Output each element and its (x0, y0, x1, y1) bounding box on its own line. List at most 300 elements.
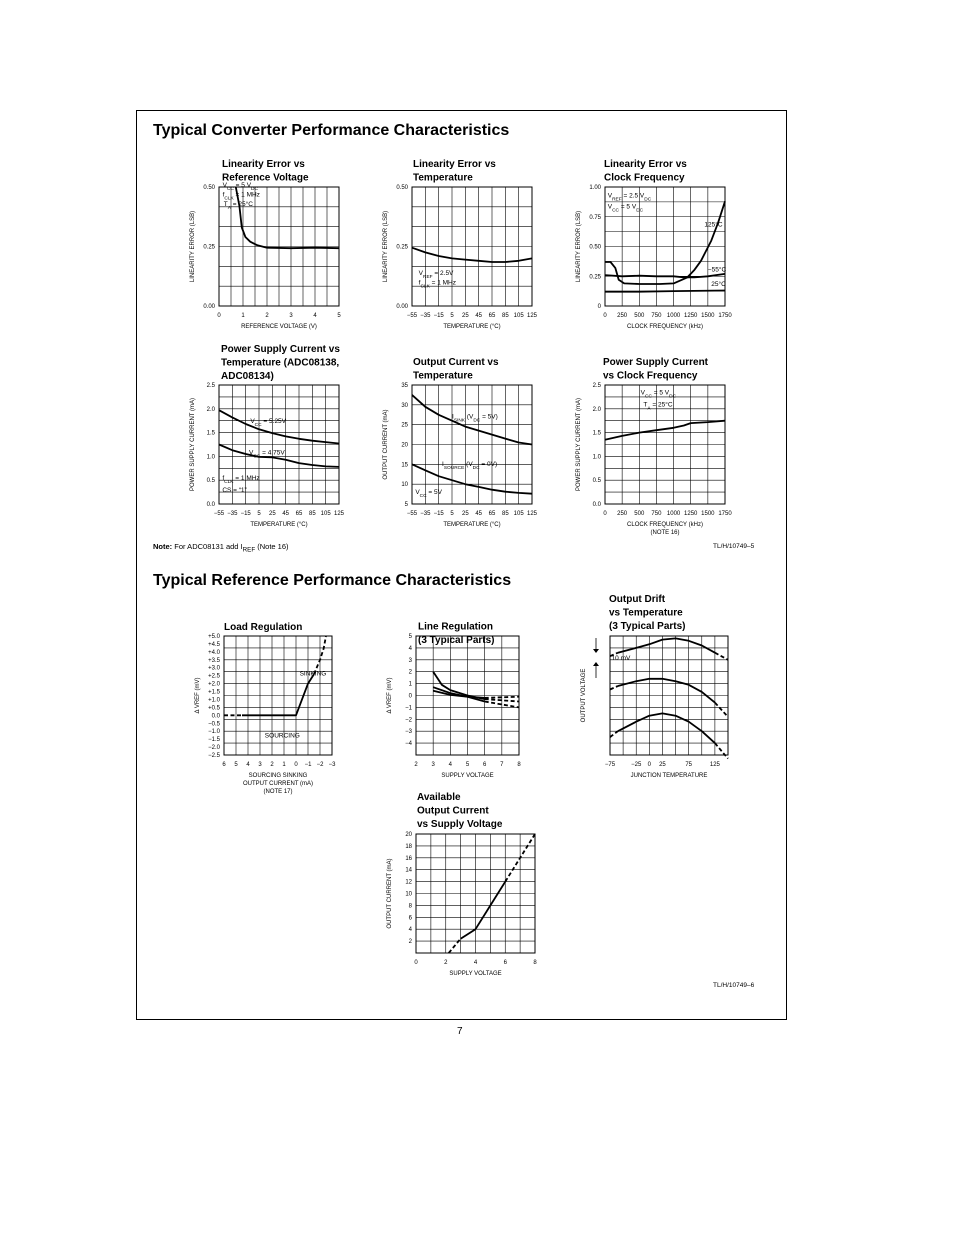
x-tick-label: 25 (659, 762, 666, 768)
annotation-run: CC (419, 493, 427, 499)
annotation-run: V (415, 489, 420, 497)
x-tick-label: 2 (270, 762, 274, 768)
x-tick-label: −3 (328, 762, 336, 768)
y-tick-label: 0.5 (206, 478, 215, 485)
y-tick-label: 25 (401, 422, 408, 429)
annotation-run: DC (636, 207, 644, 213)
annotation-label (711, 280, 726, 288)
x-tick-label: 2 (414, 762, 418, 768)
x-tick-label: 25 (268, 511, 276, 517)
chart-lin_vref (190, 159, 341, 330)
y-tick-label: 0.25 (396, 244, 408, 251)
x-tick-label: 5 (450, 511, 454, 517)
x-tick-label: 125 (333, 511, 345, 517)
annotation-run: REF (612, 197, 622, 203)
x-tick-label: 6 (222, 762, 226, 768)
y-axis-label: Δ VREF (mV) (195, 677, 201, 714)
annotation-run: = 1 MHz (429, 279, 457, 287)
figure-id-converter: TL/H/10749–5 (713, 543, 755, 550)
x-axis-label: SUPPLY VOLTAGE (449, 971, 502, 977)
x-tick-label: 1500 (701, 313, 715, 319)
annotation-label (419, 280, 456, 290)
x-tick-label: −15 (433, 313, 444, 319)
annotation-label (608, 193, 652, 203)
x-tick-label: 1500 (701, 511, 715, 517)
annotation-run: DC (251, 186, 258, 192)
chart-lin_temp (383, 159, 538, 330)
annotation-run: CC (253, 453, 261, 459)
annotation-run: REF (423, 274, 433, 280)
x-tick-label: 5 (234, 762, 238, 768)
annotation-run: f (222, 191, 225, 199)
note-subscript: REF (242, 546, 256, 554)
x-tick-label: 45 (475, 313, 483, 319)
y-tick-label: +5.0 (208, 634, 220, 640)
y-tick-label: +3.5 (208, 657, 220, 664)
y-tick-label: 4 (408, 645, 412, 652)
series-line-1 (605, 274, 725, 278)
x-axis-label: JUNCTION TEMPERATURE (630, 773, 708, 779)
chart-title-line: Linearity Error vs (222, 159, 305, 170)
x-tick-label: 0 (414, 960, 418, 966)
annotation-label (708, 265, 727, 273)
x-tick-label: 85 (308, 511, 316, 517)
annotation-run: CLK (420, 284, 430, 290)
y-tick-label: 5 (404, 502, 408, 508)
y-tick-label: 18 (405, 843, 412, 850)
y-tick-label: 30 (401, 402, 408, 409)
annotation-run: DC (669, 394, 677, 400)
x-axis-label: TEMPERATURE (°C) (443, 522, 501, 528)
x-tick-label: 3 (258, 762, 262, 768)
figure-id-reference: TL/H/10749–6 (713, 982, 755, 989)
series-line-0 (412, 248, 532, 262)
series-line-1 (618, 638, 715, 652)
x-tick-label: −35 (420, 511, 431, 517)
x-tick-label: 1 (282, 762, 286, 768)
annotation-label (643, 400, 672, 411)
chart-title-line: Power Supply Current vs (221, 344, 340, 355)
x-tick-label: 0 (603, 511, 607, 517)
annotation-label (442, 461, 497, 471)
x-tick-label: 6 (503, 960, 507, 966)
y-tick-label: +4.0 (208, 649, 220, 656)
annotation-run: 125°C (704, 221, 723, 229)
x-tick-label: 45 (475, 511, 483, 517)
x-tick-label: 5 (465, 762, 470, 768)
chart-title-line: Line Regulation (418, 621, 493, 633)
x-axis-label: SUPPLY VOLTAGE (441, 773, 494, 779)
y-tick-label: 1.0 (592, 454, 601, 461)
y-tick-label: 15 (401, 462, 408, 469)
x-tick-label: −25 (631, 762, 642, 768)
x-tick-label: 5 (337, 313, 341, 319)
y-tick-label: 0.0 (211, 713, 220, 720)
y-tick-label: 0.50 (203, 185, 215, 191)
y-tick-label: 0.50 (589, 244, 601, 251)
annotation-run: V (607, 192, 613, 200)
annotation-label (641, 390, 677, 400)
x-tick-label: 125 (709, 762, 720, 768)
series-line-7 (618, 713, 715, 743)
chart-title-line: Reference Voltage (222, 172, 309, 184)
y-tick-label: −0.5 (208, 721, 220, 728)
series-line-0 (605, 421, 725, 440)
annotation-label (224, 200, 253, 211)
chart-line_reg (387, 622, 521, 780)
x-axis-label: (NOTE 17) (263, 789, 293, 795)
y-tick-label: 4 (408, 927, 412, 934)
x-tick-label: −1 (304, 762, 312, 768)
x-tick-label: 2 (265, 313, 269, 319)
annotation-run: = 5 V (233, 182, 252, 189)
y-tick-label: 0.0 (592, 502, 601, 508)
annotation-run: SOURCE (443, 465, 465, 471)
annotation-label (265, 733, 300, 740)
x-tick-label: 1750 (718, 313, 732, 319)
annotation-run: DC (472, 465, 480, 471)
x-tick-label: 85 (501, 313, 509, 319)
y-axis-label: LINEARITY ERROR (LSB) (190, 210, 196, 283)
x-tick-label: 1000 (666, 511, 681, 517)
y-tick-label: 10 (405, 891, 412, 898)
annotation-run: A (227, 205, 231, 211)
annotation-run: V (640, 389, 646, 397)
y-axis-label: LINEARITY ERROR (LSB) (383, 210, 389, 283)
annotation-run: 10 mV (611, 654, 631, 662)
series-line-0 (219, 410, 339, 443)
reference-section-title: Typical Reference Performance Characteristics (153, 572, 512, 589)
annotation-run: V (222, 182, 227, 189)
annotation-run: SINKING (299, 670, 327, 678)
x-tick-label: 2 (444, 960, 448, 966)
chart-title-line: Available (417, 792, 461, 803)
chart-title-line: ADC08134) (221, 371, 274, 382)
x-tick-label: −55 (406, 313, 418, 319)
chart-title-line: Output Current (417, 805, 489, 817)
x-tick-label: 105 (513, 313, 524, 319)
y-tick-label: −2.5 (208, 753, 220, 759)
annotation-run: f (418, 279, 421, 287)
annotation-run: V (418, 270, 424, 278)
y-tick-label: 20 (401, 442, 408, 449)
x-tick-label: 4 (313, 313, 317, 319)
x-tick-label: 4 (246, 762, 250, 768)
chart-title-line: Temperature (413, 172, 473, 184)
x-tick-label: 125 (526, 313, 538, 319)
series-line-3 (610, 686, 618, 690)
annotation-run: = 2.5 V (621, 192, 645, 200)
y-tick-label: 0.00 (396, 304, 408, 310)
x-tick-label: −35 (227, 511, 238, 517)
annotation-run: A (647, 405, 651, 411)
annotation-run: DC (473, 418, 481, 424)
series-line-1 (242, 674, 314, 715)
y-tick-label: 10 (401, 482, 408, 489)
x-axis-label: TEMPERATURE (°C) (250, 522, 308, 528)
annotation-run: f (222, 475, 225, 483)
x-tick-label: 4 (448, 762, 453, 768)
page-number: 7 (457, 1026, 463, 1037)
x-tick-label: −35 (420, 313, 431, 319)
y-tick-label: −1.5 (208, 737, 220, 744)
y-tick-label: 0.0 (206, 502, 215, 508)
y-tick-label: 1.00 (589, 185, 601, 191)
chart-title-line: Linearity Error vs (604, 159, 687, 170)
x-tick-label: 1250 (684, 511, 698, 517)
x-axis-label: (NOTE 16) (650, 530, 680, 536)
y-tick-label: 0.5 (592, 478, 601, 485)
annotation-run: = 5.25V (261, 418, 287, 426)
y-axis-label: OUTPUT CURRENT (mA) (383, 409, 389, 480)
annotation-label (222, 475, 259, 485)
x-tick-label: 1 (241, 313, 245, 319)
y-tick-label: 5 (408, 634, 412, 640)
chart-title-line: Temperature (413, 370, 473, 382)
x-axis-label: REFERENCE VOLTAGE (V) (241, 324, 317, 330)
series-line-2 (715, 653, 728, 660)
series-line-6 (610, 731, 618, 737)
annotation-run: T (223, 201, 228, 209)
chart-drift_temp (581, 594, 728, 779)
y-tick-label: +1.5 (208, 689, 220, 696)
chart-title-line: (3 Typical Parts) (609, 621, 686, 632)
annotation-run: = 5V (426, 489, 442, 497)
x-axis-label: CLOCK FREQUENCY (kHz) (627, 522, 703, 528)
x-tick-label: 75 (685, 762, 693, 768)
x-tick-label: 125 (526, 511, 538, 517)
chart-title-line: Temperature (ADC08138, (221, 357, 340, 369)
annotation-run: CLK (224, 196, 234, 202)
x-tick-label: 65 (488, 313, 496, 319)
y-tick-label: −2.0 (208, 745, 220, 752)
y-tick-label: −2 (405, 717, 412, 724)
annotation-run: V (607, 203, 613, 211)
drift-scale-marker (593, 638, 599, 678)
y-tick-label: 2.0 (206, 406, 215, 413)
note-tail: (Note 16) (255, 542, 289, 551)
annotation-label (704, 220, 722, 228)
x-tick-label: 3 (289, 313, 293, 319)
chart-title-line: vs Temperature (609, 607, 683, 619)
annotation-run: = 4.75V (260, 449, 285, 457)
annotation-run: (V (465, 413, 474, 421)
chart-title-line: Linearity Error vs (413, 159, 496, 170)
annotation-run: 25°C (711, 280, 726, 288)
y-axis-label: OUTPUT CURRENT (mA) (387, 858, 393, 929)
chart-title-line: (3 Typical Parts) (418, 635, 495, 646)
annotation-run: = 25°C (650, 401, 673, 409)
x-tick-label: 1000 (666, 313, 681, 319)
chart-title-line: Output Current vs (413, 357, 499, 368)
annotation-run: CC (226, 186, 234, 192)
y-axis-label: POWER SUPPLY CURRENT (mA) (190, 397, 196, 492)
x-tick-label: 6 (482, 762, 487, 768)
y-tick-label: +1.0 (208, 697, 220, 704)
y-axis-label: Δ VREF (mV) (387, 677, 393, 714)
y-tick-label: +3.0 (208, 665, 220, 672)
annotation-run: CC (612, 207, 620, 213)
x-tick-label: −2 (316, 762, 324, 768)
annotation-run: CS = “1” (222, 487, 247, 495)
y-tick-label: 0 (597, 304, 601, 310)
x-axis-label: SOURCING SINKING (248, 773, 308, 779)
y-tick-label: 1.5 (592, 430, 601, 437)
y-tick-label: 20 (405, 832, 412, 838)
x-axis-label: OUTPUT CURRENT (mA) (242, 781, 314, 787)
x-tick-label: 0 (294, 762, 298, 768)
x-tick-label: 7 (500, 762, 504, 768)
note-text: For ADC08131 add I (174, 542, 243, 551)
chart-title-line: Load Regulation (224, 622, 303, 633)
arrow-head-down (593, 649, 599, 653)
x-tick-label: 8 (533, 960, 537, 966)
x-tick-label: 65 (488, 511, 496, 517)
x-tick-label: 750 (651, 511, 662, 517)
y-tick-label: 0.50 (396, 185, 408, 191)
series-line-2 (605, 291, 725, 292)
x-tick-label: 45 (282, 511, 290, 517)
annotation-run: I (452, 413, 454, 421)
annotation-label (223, 192, 260, 202)
x-tick-label: 105 (513, 511, 524, 517)
annotation-run: = 0V) (479, 460, 498, 468)
y-tick-label: −3 (405, 729, 412, 736)
annotation-run: V (250, 418, 255, 426)
chart-title-line: Power Supply Current (603, 357, 709, 368)
x-tick-label: 5 (450, 313, 454, 319)
x-tick-label: 500 (634, 313, 645, 319)
chart-title-line: Clock Frequency (604, 172, 685, 184)
y-tick-label: 0.00 (203, 304, 215, 310)
y-tick-label: +4.5 (208, 641, 220, 648)
y-tick-label: 14 (405, 867, 412, 874)
y-tick-label: 1.5 (206, 430, 215, 437)
x-tick-label: 500 (634, 511, 645, 517)
x-tick-label: 0 (603, 313, 607, 319)
chart-lin_clk (576, 159, 732, 330)
x-tick-label: −15 (240, 511, 251, 517)
x-tick-label: 750 (651, 313, 662, 319)
arrow-head-up (593, 662, 599, 666)
x-tick-label: 85 (501, 511, 509, 517)
annotation-run: = 2.5V (432, 270, 454, 278)
annotation-label (452, 414, 498, 424)
annotation-run: I (442, 460, 444, 468)
y-tick-label: −4 (405, 741, 412, 748)
annotation-label (419, 270, 454, 280)
x-tick-label: 65 (295, 511, 303, 517)
y-tick-label: 3 (408, 657, 412, 664)
y-tick-label: 12 (405, 879, 412, 886)
chart-out_temp (383, 357, 538, 528)
y-tick-label: +2.5 (208, 673, 220, 680)
x-tick-label: 25 (461, 313, 469, 319)
y-tick-label: 1.0 (206, 454, 215, 461)
annotation-run: T (643, 401, 648, 409)
annotation-run: = 5 V (619, 203, 637, 211)
y-tick-label: −1 (405, 705, 412, 712)
y-tick-label: 0.25 (589, 274, 601, 281)
annotation-run: = 1 MHz (233, 475, 260, 483)
y-tick-label: +2.0 (208, 681, 220, 688)
annotation-label (612, 655, 631, 662)
y-tick-label: 2.5 (206, 383, 215, 389)
y-tick-label: −1.0 (208, 729, 220, 736)
x-tick-label: 8 (517, 762, 521, 768)
series-line-5 (715, 703, 728, 717)
annotation-label (300, 671, 327, 678)
x-tick-label: −55 (406, 511, 418, 517)
series-line-4 (618, 679, 715, 703)
annotation-run: (V (464, 460, 473, 468)
x-tick-label: −75 (604, 762, 616, 768)
annotation-run: CC (645, 394, 652, 400)
chart-ps_temp (190, 344, 345, 528)
annotation-label (608, 203, 644, 213)
x-tick-label: 5 (257, 511, 261, 517)
y-tick-label: 2.5 (592, 383, 601, 389)
chart-ps_clk (576, 357, 732, 536)
x-tick-label: 4 (473, 960, 478, 966)
annotation-run: = 25°C (230, 201, 253, 209)
annotation-run: = 5V) (480, 413, 498, 421)
series-line-1 (461, 882, 506, 939)
chart-title-line: vs Supply Voltage (417, 819, 503, 830)
note-label: Note: (153, 542, 173, 551)
x-tick-label: 1250 (684, 313, 698, 319)
annotation-run: CC (254, 422, 262, 428)
x-tick-label: 250 (617, 511, 628, 517)
y-axis-label: LINEARITY ERROR (LSB) (576, 210, 582, 283)
y-axis-label: POWER SUPPLY CURRENT (mA) (576, 397, 582, 492)
annotation-run: = 5 V (651, 389, 670, 397)
x-tick-label: 0 (217, 313, 221, 319)
y-tick-label: 1 (408, 681, 412, 688)
annotation-run: SINK (453, 418, 466, 424)
x-tick-label: 3 (431, 762, 435, 768)
x-tick-label: 25 (461, 511, 469, 517)
annotation-run: V (249, 449, 254, 457)
annotation-label (250, 418, 286, 428)
x-tick-label: 105 (320, 511, 331, 517)
y-tick-label: +0.5 (208, 705, 220, 712)
y-tick-label: 0.75 (589, 214, 601, 221)
x-tick-label: −55 (213, 511, 225, 517)
y-tick-label: 6 (408, 915, 412, 922)
chart-load_reg (195, 622, 336, 795)
y-axis-label: OUTPUT VOLTAGE (581, 668, 587, 723)
x-tick-label: −15 (433, 511, 444, 517)
x-axis-label: CLOCK FREQUENCY (kHz) (627, 324, 703, 330)
annotation-run: DC (644, 197, 652, 203)
x-axis-label: TEMPERATURE (°C) (443, 324, 501, 330)
annotation-run: = 1 MHz (233, 191, 260, 199)
chart-title-line: vs Clock Frequency (603, 370, 698, 382)
series-line-2 (433, 687, 485, 701)
y-tick-label: 2 (408, 939, 412, 946)
annotation-run: SOURCING (264, 732, 300, 740)
y-tick-label: 2 (408, 669, 412, 676)
y-tick-label: 0 (408, 693, 412, 700)
chart-title-line: Output Drift (609, 594, 666, 605)
series-line-8 (715, 743, 728, 759)
annotation-run: −55°C (707, 266, 727, 274)
y-tick-label: 16 (405, 855, 412, 862)
annotation-run: CLK (224, 479, 234, 485)
x-tick-label: 1750 (718, 511, 732, 517)
x-tick-label: 0 (647, 762, 652, 768)
